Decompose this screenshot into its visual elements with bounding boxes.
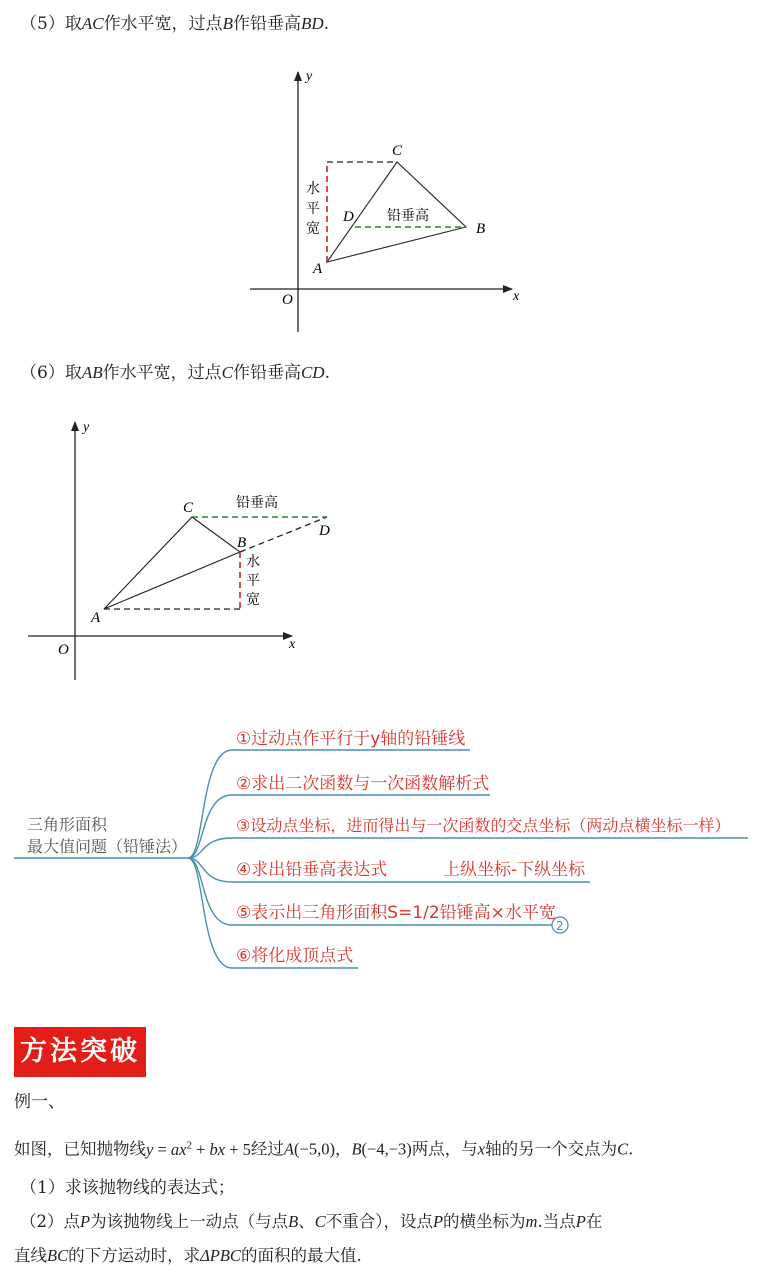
- step5-text: （5）取AC作水平宽，过点B作铅垂高BD.: [20, 14, 330, 34]
- question-2-line-1: （2）点P为该抛物线上一动点（与点B、C不重合），设点P的横坐标为m.当点P在: [20, 1212, 603, 1231]
- example-title: 例一、: [14, 1092, 65, 1112]
- mindmap-badge-number: 2: [556, 919, 564, 933]
- mindmap-root-line-1: 三角形面积: [27, 815, 108, 834]
- mindmap-item-3: ③设动点坐标，进而得出与一次函数的交点坐标（两动点横坐标一样）: [236, 816, 731, 835]
- fig2-point-c: C: [183, 500, 194, 516]
- mindmap-branch-1: [188, 750, 470, 858]
- fig1-hw-1: 水: [306, 181, 320, 197]
- fig1-point-d: D: [343, 209, 354, 225]
- fig1-y-label: y: [306, 69, 313, 84]
- mindmap-item-4-note: 上纵坐标-下纵坐标: [443, 860, 586, 880]
- mindmap: [14, 729, 748, 968]
- fig2-hw-1: 水: [246, 554, 260, 570]
- fig2-point-b: B: [237, 535, 247, 551]
- fig2-point-d: D: [319, 523, 330, 539]
- fig2-extended-dashed: [240, 517, 327, 552]
- fig2-x-label: x: [289, 637, 296, 652]
- fig1-vh-label: 铅垂高: [387, 208, 429, 224]
- fig2-vh-label: 铅垂高: [236, 495, 278, 511]
- question-1: （1）求该抛物线的表达式；: [20, 1178, 235, 1198]
- mindmap-item-2: ②求出二次函数与一次函数解析式: [236, 774, 490, 794]
- mindmap-item-5: ⑤表示出三角形面积S=1/2铅锤高×水平宽: [236, 903, 556, 923]
- method-banner: 方法突破: [14, 1027, 146, 1077]
- mindmap-item-1: ①过动点作平行于y轴的铅锤线: [236, 729, 466, 749]
- fig1-point-a: A: [313, 261, 323, 277]
- fig1-x-label: x: [513, 289, 520, 304]
- fig2-triangle: [104, 517, 240, 609]
- example-intro: 如图，已知抛物线$y = ax^2$ + bx + 5经过A(−5,0)，B(−4,−3)两点，与x轴的另一个交点为C.: [14, 1139, 634, 1159]
- fig2-y-label: y: [83, 420, 90, 435]
- fig1-point-b: B: [476, 221, 486, 237]
- mindmap-root-line-2: 最大值问题（铅锤法）: [27, 837, 188, 856]
- fig2-hw-2: 平: [246, 573, 260, 589]
- fig1-point-c: C: [392, 143, 403, 159]
- fig2-point-a: A: [91, 610, 101, 626]
- mindmap-branch-3: [188, 838, 748, 858]
- mindmap-item-6: ⑥将化成顶点式: [236, 946, 354, 966]
- fig1-origin-label: O: [282, 292, 293, 308]
- fig1-hw-3: 宽: [306, 221, 320, 237]
- step6-text: （6）取AB作水平宽，过点C作铅垂高CD.: [20, 363, 330, 383]
- fig2-hw-3: 宽: [246, 592, 260, 608]
- fig1-hw-2: 平: [306, 201, 320, 217]
- fig2-origin-label: O: [58, 642, 69, 658]
- mindmap-item-4: ④求出铅垂高表达式: [236, 860, 388, 880]
- question-2-line-2: 直线BC的下方运动时，求ΔPBC的面积的最大值.: [14, 1246, 362, 1265]
